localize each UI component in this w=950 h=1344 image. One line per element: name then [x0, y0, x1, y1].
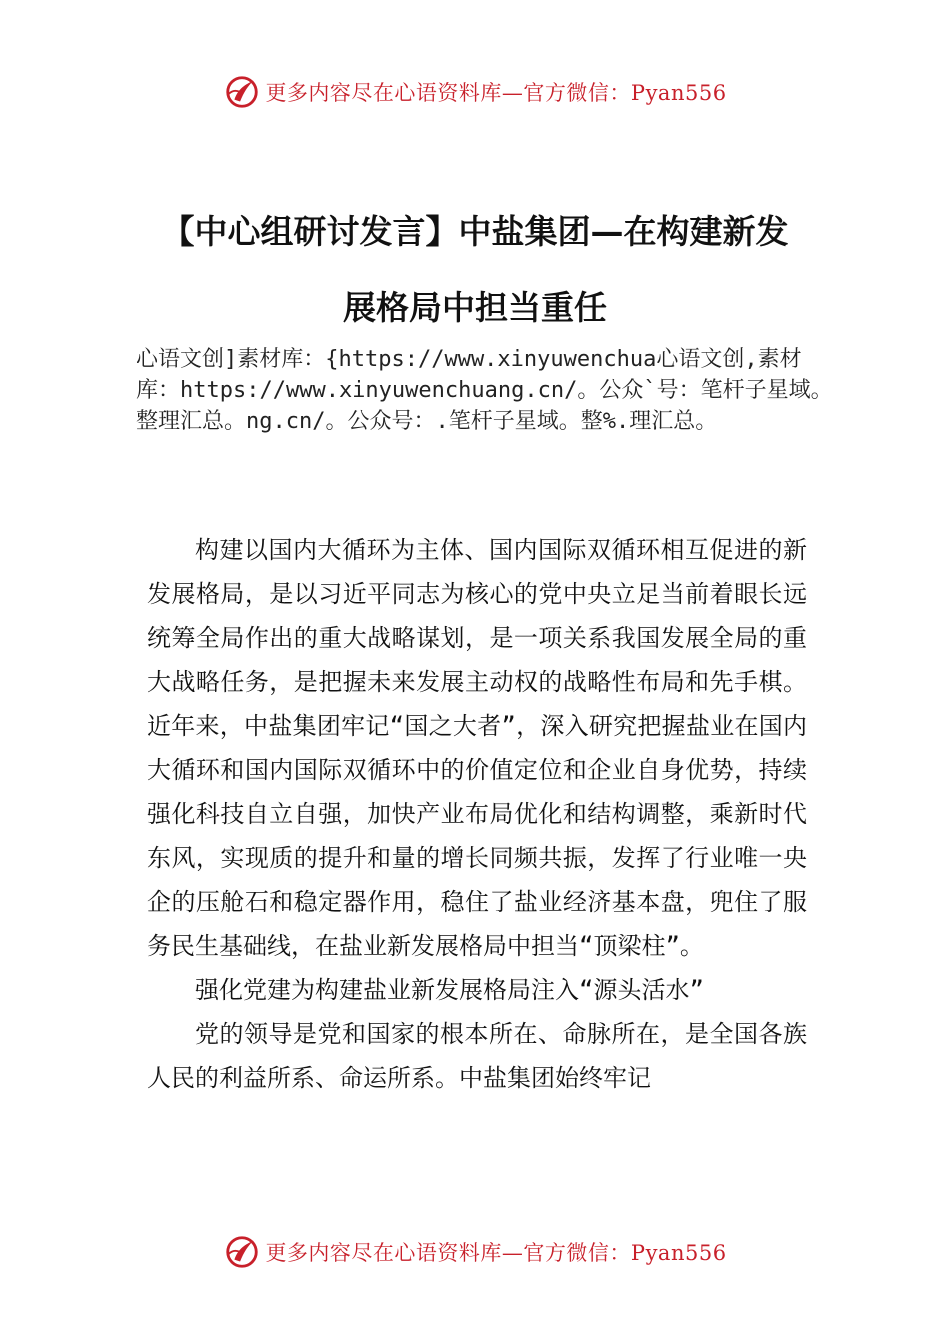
document-title-line-2: 展格局中担当重任: [343, 288, 607, 327]
document-body: [147, 528, 807, 1100]
document-title-line-1: 【中心组研讨发言】中盐集团—在构建新发: [161, 212, 789, 251]
body-paragraph: 构建以国内大循环为主体、国内国际双循环相互促进的新发展格局，是以习近平同志为核心的党中央立足当前着眼长远统筹全局作出的重大战略谋划，是一项关系我国发展全局的重大战略任务，是把握未来发展主动权的战略性布局和先手棋。近年来，中盐集团牢记“国之大者”，深入研究把握盐业在国内大循环和国内国际双循环中的价值定位和企业自身优势，持续强化科技自立自强，加快产业布局优化和结构调整，乘新时代东风，实现质的提升和量的增长同频共振，发挥了行业唯一央企的压舱石和稳定器作用，稳住了盐业经济基本盘，兜住了服务民生基础线，在盐业新发展格局中担当“顶梁柱”。: [147, 536, 807, 960]
body-paragraph: 党的领导是党和国家的根本所在、命脉所在，是全国各族人民的利益所系、命运所系。中盐集团始终牢记: [147, 1020, 807, 1092]
section-heading: 强化党建为构建盐业新发展格局注入“源头活水”: [195, 976, 704, 1004]
header-banner-text: 更多内容尽在心语资料库—官方微信：Pyan556: [265, 81, 727, 105]
footer-banner: [0, 1232, 950, 1272]
watermark-text: 心语文创]素材库：{https://www.xinyuwenchua心语文创,素材库：https://www.xinyuwenchuang.cn/。公众`号：笔杆子星域。整理汇总。ng.cn/。公众号：.笔杆子星域。整%.理汇总。: [136, 347, 833, 434]
brand-logo-icon: [223, 1233, 261, 1271]
header-banner: [0, 72, 950, 112]
brand-logo-icon: [223, 73, 261, 111]
footer-banner-text: 更多内容尽在心语资料库—官方微信：Pyan556: [265, 1241, 727, 1265]
